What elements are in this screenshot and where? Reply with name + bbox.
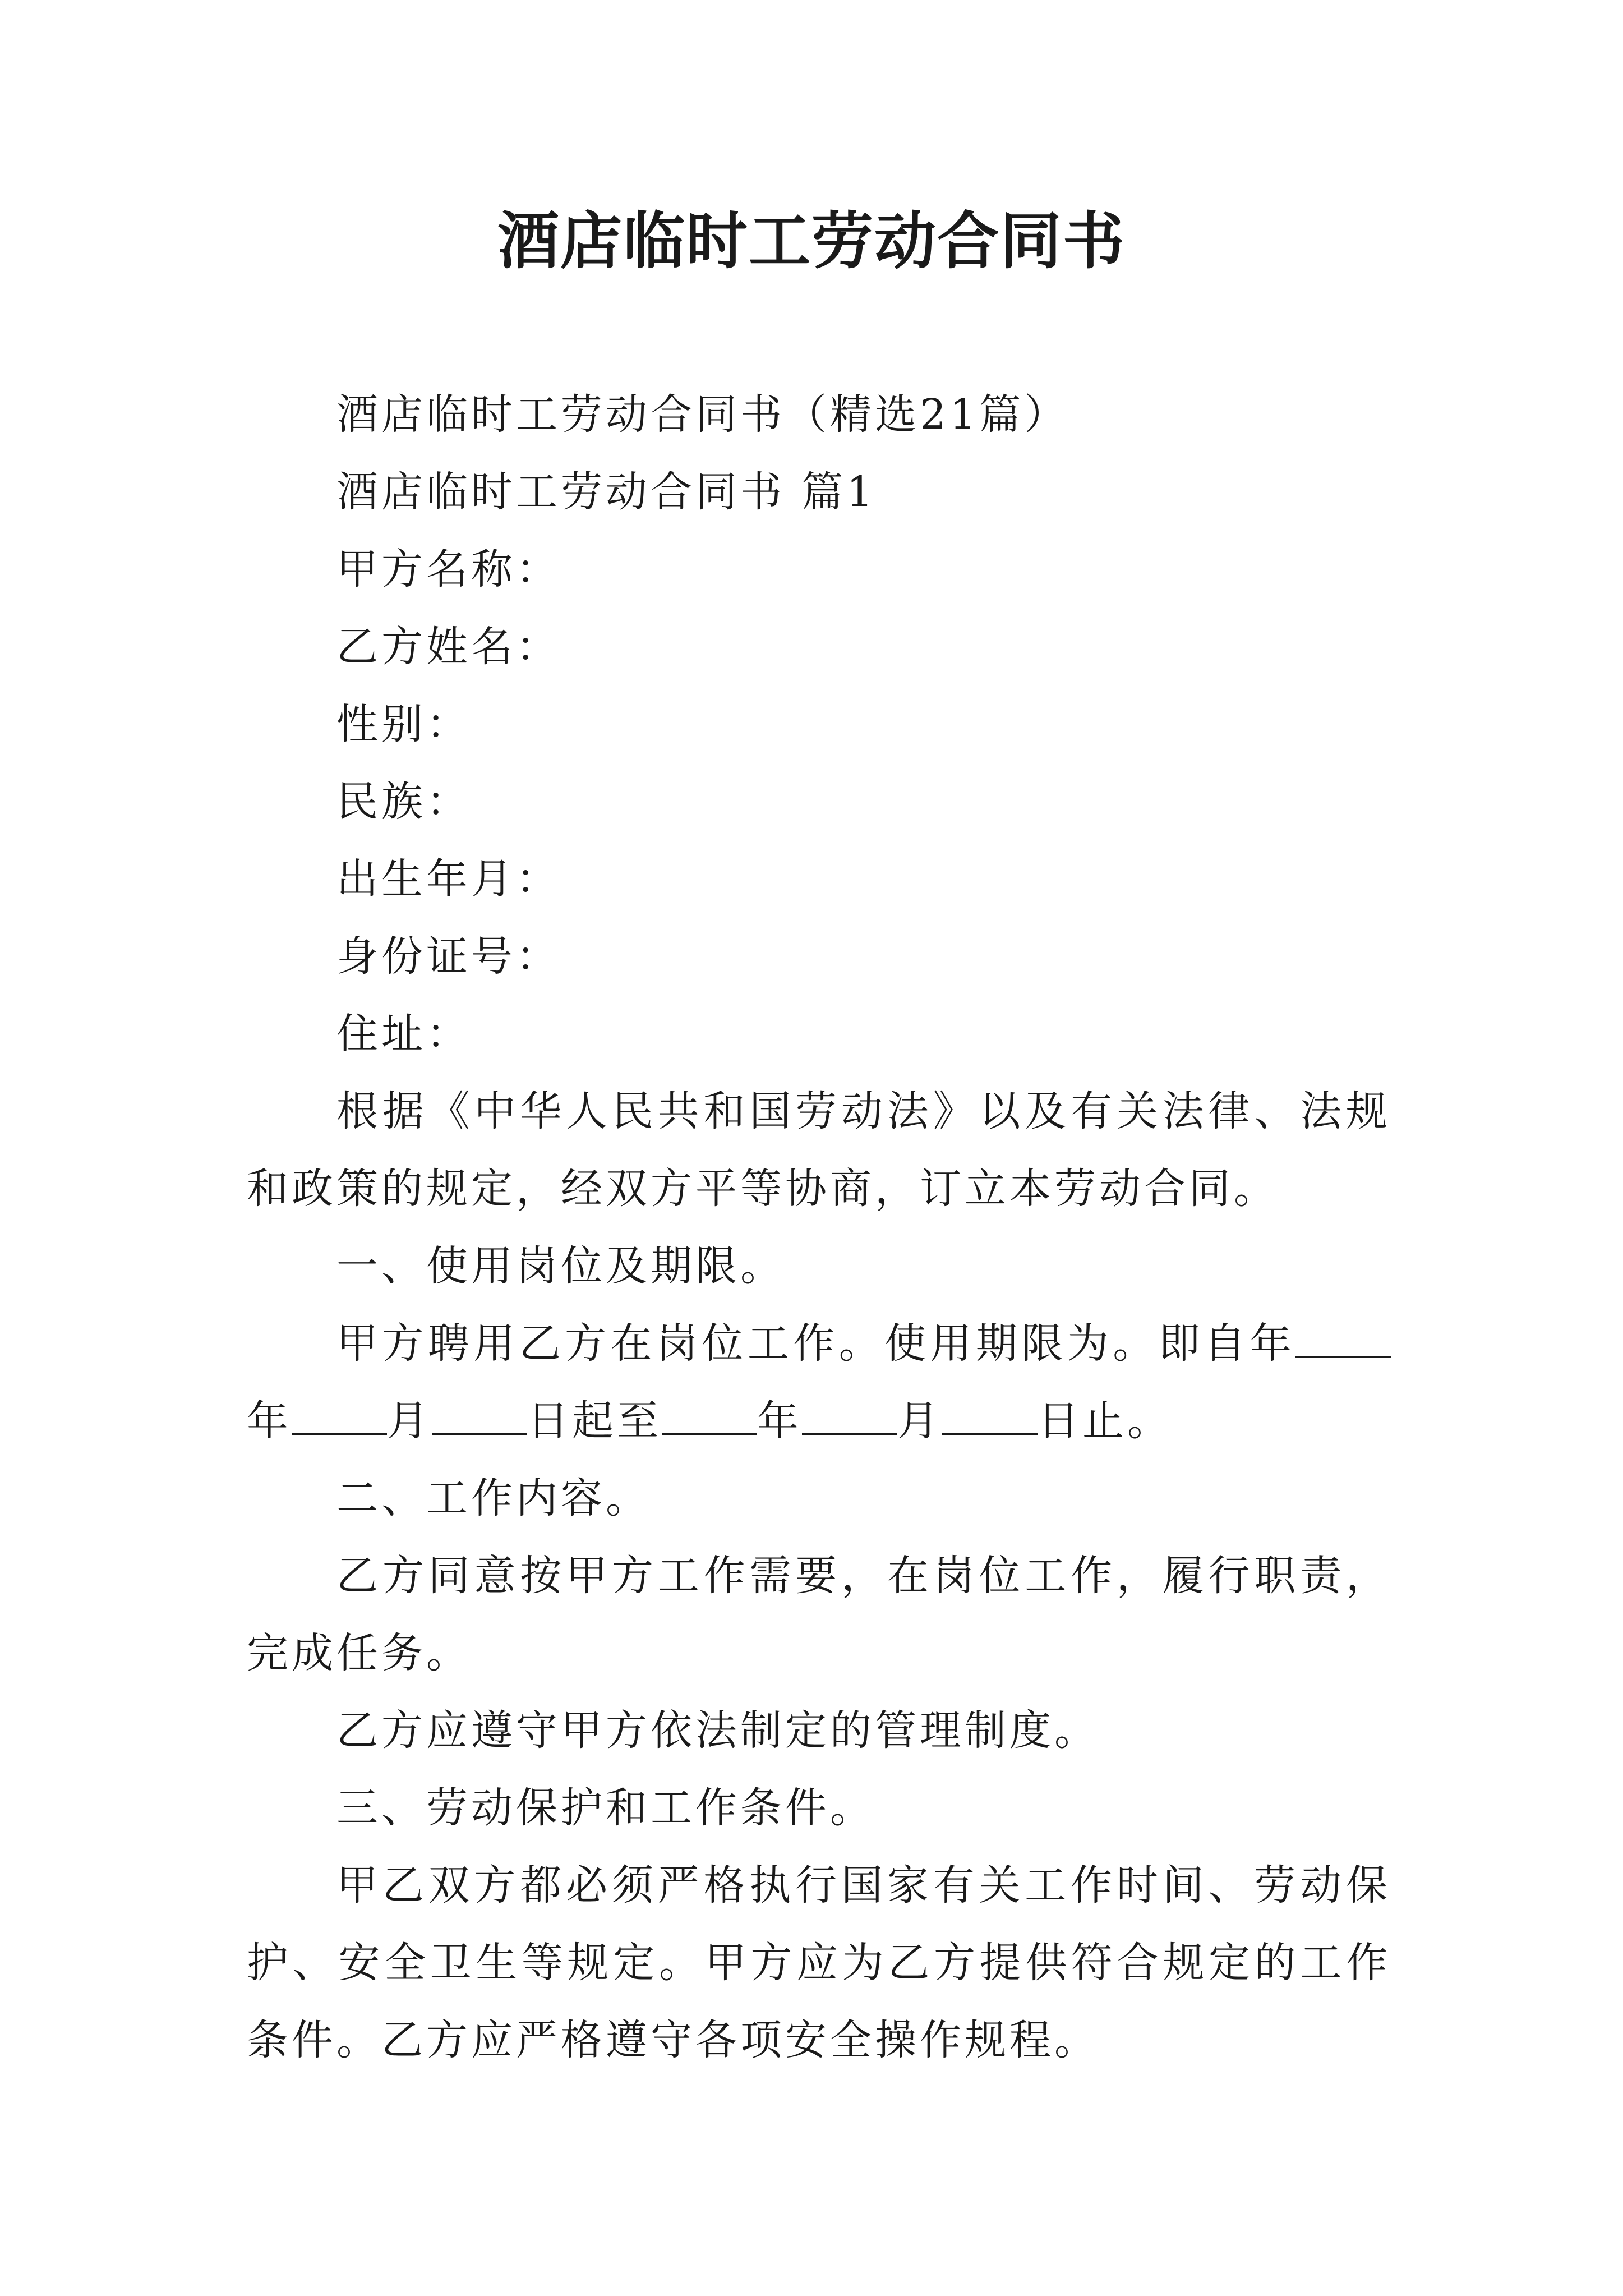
blank-line xyxy=(1295,1322,1391,1358)
section-heading: 酒店临时工劳动合同书 篇1 xyxy=(336,468,877,516)
clause1-title: 一、使用岗位及期限。 xyxy=(336,1242,785,1290)
field-party-b-name: 乙方姓名： xyxy=(336,623,561,671)
clause1-text-part2: 年 xyxy=(247,1397,292,1445)
intro-paragraph: 根据《中华人民共和国劳动法》以及有关法律、法规和政策的规定，经双方平等协商，订立本劳动合同。 xyxy=(247,1087,1391,1213)
blank-line xyxy=(432,1400,527,1435)
document-title: 酒店临时工劳动合同书 xyxy=(497,205,1126,277)
field-ethnicity: 民族： xyxy=(336,777,471,826)
blank-line xyxy=(942,1400,1038,1435)
clause1-text-part4: 日起至 xyxy=(527,1397,662,1445)
clause1-text-part5: 年 xyxy=(757,1397,802,1445)
blank-line xyxy=(662,1400,757,1435)
clause3-paragraph: 甲乙双方都必须严格执行国家有关工作时间、劳动保护、安全卫生等规定。甲方应为乙方提供符合规定的工作条件。乙方应严格遵守各项安全操作规程。 xyxy=(247,1861,1391,2064)
clause1-text-part7: 日止。 xyxy=(1038,1397,1172,1445)
clause1-paragraph xyxy=(247,1305,1391,1460)
field-address: 住址： xyxy=(336,1010,471,1058)
clause1-text-part3: 月 xyxy=(387,1397,432,1445)
clause3-title: 三、劳动保护和工作条件。 xyxy=(336,1784,875,1832)
blank-line xyxy=(802,1400,897,1435)
field-id-number: 身份证号： xyxy=(336,932,561,981)
field-party-a-name: 甲方名称： xyxy=(336,545,561,593)
clause2-title: 二、工作内容。 xyxy=(336,1474,651,1522)
clause1-text-part6: 月 xyxy=(897,1397,942,1445)
blank-line xyxy=(292,1400,387,1435)
clause2-paragraph-2: 乙方应遵守甲方依法制定的管理制度。 xyxy=(336,1706,1099,1755)
field-gender: 性别： xyxy=(336,700,471,748)
document-subtitle: 酒店临时工劳动合同书（精选21篇） xyxy=(336,390,1069,439)
document-body xyxy=(247,376,1391,2079)
clause1-text-part1: 甲方聘用乙方在岗位工作。使用期限为。即自年 xyxy=(336,1319,1295,1368)
field-birth-date: 出生年月： xyxy=(336,855,561,903)
clause2-paragraph-1: 乙方同意按甲方工作需要，在岗位工作，履行职责，完成任务。 xyxy=(247,1552,1391,1677)
